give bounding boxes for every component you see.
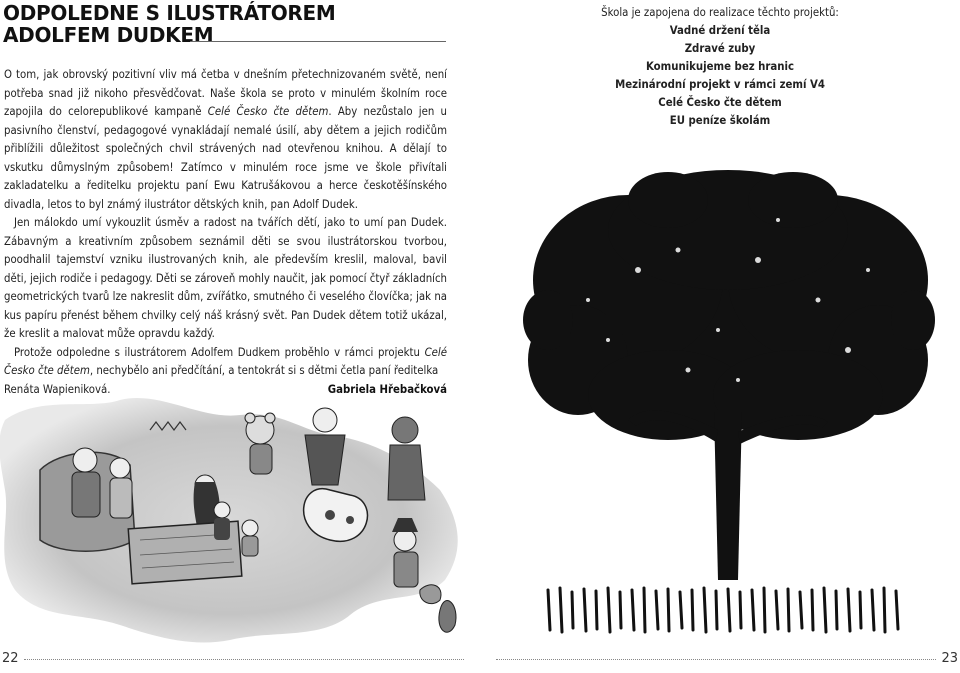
paragraph-3-text-c: Renáta Wapieniková. [4,382,111,396]
project-item: Zdravé zuby [684,42,756,55]
right-page [480,0,960,673]
title-line-2: ADOLFEM DUDKEM [3,23,214,47]
project-item: Komunikujeme bez hranic [645,60,795,73]
project-item: Mezinárodní projekt v rámci zemí V4 [615,78,825,91]
projects-list [480,22,960,130]
paragraph-1-text-a: O tom, jak obrovský pozitivní vliv má četba v dnešním přetechnizovaném světě, není potřeba snad již nikoho přesvědčovat. Naše škola se proto v minulém školním roce zapojila do celorepublikové kampaně [4,68,447,118]
title-line-1: ODPOLEDNE S ILUSTRÁTOREM [3,1,336,25]
paragraph-3 [4,344,447,381]
children-illustration-image [0,390,470,650]
tree-painting-image [518,160,938,650]
projects-box [480,4,960,130]
paragraph-1 [4,66,447,214]
footer-divider-left [24,659,464,660]
left-footer [0,651,480,673]
paragraph-2: Jen málokdo umí vykouzlit úsměv a radost na tvářích dětí, jako to umí pan Dudek. Zábavným a kreativním způsobem seznámil děti se svou ilustrátorskou tvorbou, poodhalil tajemství vzniku ilustrovaných knih, ale především kreslil, maloval, bavil děti, jejich rodiče i pedagogy. Děti se zároveň mohly naučit, jak pomocí čtyř základních geometrických tvarů lze nakreslit dům, zvířátko, smutného či veselého človíčka; jak na kus papíru přenést během chvilky celý náš krásný svět. Pan Dudek dětem totiž ukázal, že kreslit a malovat může opravdu každý. [4,216,447,340]
campaign-name-2: Celé Česko čte dětem [4,345,447,377]
page-number-left: 22 [2,651,19,666]
project-item: Vadné držení těla [669,24,771,37]
paragraph-3-text-b: , nechybělo ani předčítání, a tentokrát si s dětmi četla paní ředitelka [89,364,439,377]
paragraph-3-text-a: Protože odpoledne s ilustrátorem Adolfem Dudkem proběhlo v rámci projektu [14,345,425,359]
article-body [4,66,447,399]
project-item: EU peníze školám [669,114,771,127]
campaign-name: Celé Česko čte dětem [207,105,329,118]
author-name: Gabriela Hřebačková [327,382,447,396]
article-title [3,2,443,46]
title-divider [190,41,446,42]
paragraph-1-text-b: . Aby nezůstalo jen u pasivního členství, pedagogové vynakládají nemalé úsilí, aby dětem a jejich rodičům přiblížili důležitost společných chvil strávených nad otevřenou knihou. A dělají to vskutku důmyslným způsobem! Zatímco v minulém roce jsme ve škole přivítali zakladatelku a ředitelku projektu paní Ewu Katrušákovou a herce českotěšínského divadla, letos to byl známý ilustrátor dětských knih, pan Adolf Dudek. [4,105,447,211]
footer-divider-right [496,659,936,660]
right-footer [480,651,960,673]
project-item: Celé Česko čte dětem [658,96,782,109]
page-number-right: 23 [941,651,958,666]
projects-intro: Škola je zapojena do realizace těchto projektů: [601,6,839,19]
